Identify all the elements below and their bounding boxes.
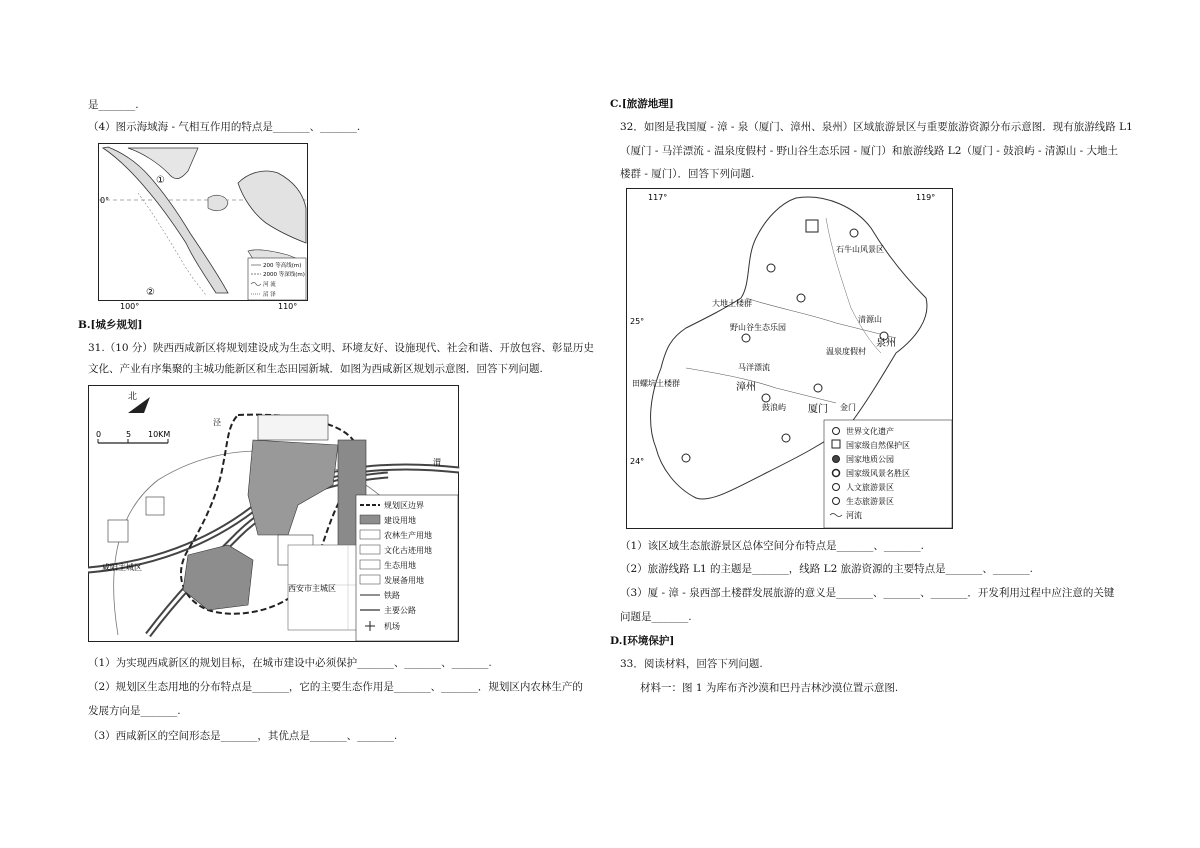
marker-2: ② <box>146 287 155 298</box>
question-31-3: （3）西咸新区的空间形态是_______，其优点是_______、_______. <box>88 730 398 742</box>
text-line: 是_______. <box>88 99 139 111</box>
map2-legend-item: 文化古迹用地 <box>384 546 432 555</box>
map2-legend-item: 农林生产用地 <box>384 531 432 540</box>
question-32-intro-cont: （厦门 - 马洋漂流 - 温泉度假村 - 野山谷生态乐园 - 厦门）和旅游线路 L2（厦门 - 鼓浪屿 - 清源山 - 大地土 <box>620 145 1119 157</box>
question-32-2: （2）旅游线路 L1 的主题是_______，线路 L2 旅游资源的主要特点是_______、_______. <box>620 563 1033 575</box>
map2-legend-item: 规划区边界 <box>384 501 424 510</box>
map3-label: 田螺坑土楼群 <box>632 379 680 388</box>
map2-legend-item: 生态用地 <box>384 561 416 570</box>
sea-map-figure <box>98 143 308 310</box>
map3-label: 漳州 <box>736 382 756 393</box>
map1-legend-item: 2000 等深线(m) <box>263 272 305 278</box>
material-1: 材料一：图 1 为库布齐沙漠和巴丹吉林沙漠位置示意图. <box>640 682 899 694</box>
map2-legend-item: 建设用地 <box>384 516 416 525</box>
map3-label: 大地土楼群 <box>712 299 752 308</box>
section-d-heading: D.[环境保护] <box>610 635 675 647</box>
jing-river-label: 泾 <box>213 418 221 427</box>
map2-legend <box>356 495 458 641</box>
right-column <box>610 0 1133 848</box>
scale-10: 10KM <box>148 430 171 439</box>
question-31-2-cont: 发展方向是_______. <box>88 705 181 717</box>
left-column <box>78 0 598 848</box>
question-31-1: （1）为实现西咸新区的规划目标，在城市建设中必须保护_______、_______、_______. <box>88 657 492 669</box>
map3-legend-item: 国家级风景名胜区 <box>846 469 910 478</box>
lat-25: 25° <box>630 317 645 326</box>
map3-label: 马洋漂流 <box>738 363 770 372</box>
map3-legend-item: 国家地质公园 <box>846 455 894 464</box>
map2-legend-item: 铁路 <box>384 591 400 600</box>
map3-label: 石牛山风景区 <box>836 245 884 254</box>
map3-legend-item: 生态旅游景区 <box>846 497 894 506</box>
lon-right-label: 110° <box>278 302 298 310</box>
tourism-map <box>626 188 954 530</box>
lon-left-label: 100° <box>120 302 140 310</box>
map2-legend-item: 主要公路 <box>384 606 416 615</box>
map3-legend-item: 世界文化遗产 <box>846 427 894 436</box>
scale-5: 5 <box>126 430 132 439</box>
xixian-plan-map <box>88 385 460 643</box>
map3-label: 鼓浪屿 <box>762 403 786 412</box>
map3-legend <box>824 420 952 528</box>
question-32-3-cont: 问题是_______. <box>620 611 692 623</box>
question-31-intro-cont: 文化、产业有序集聚的主城功能新区和生态田园新城．如图为西咸新区规划示意图．回答下列问题. <box>88 363 543 375</box>
map2-legend-item: 机场 <box>384 622 400 631</box>
map1-legend <box>248 258 306 300</box>
map3-label: 野山谷生态乐园 <box>730 323 786 332</box>
question-32-1: （1）该区域生态旅游景区总体空间分布特点是_______、_______. <box>620 540 925 552</box>
map1-legend-item: 河 流 <box>263 282 276 288</box>
map1-legend-item: 沼 泽 <box>263 292 276 298</box>
question-31-intro: 31.（10 分）陕西西咸新区将规划建设成为生态文明、环境友好、设施现代、社会和谐、开放包容、彰显历史 <box>88 342 594 354</box>
marker-1: ① <box>156 175 165 186</box>
xian-label: 西安市主城区 <box>288 584 336 593</box>
question-32-intro-end: 楼群 - 厦门）．回答下列问题. <box>620 168 755 180</box>
wei-river-label: 渭 <box>433 458 441 467</box>
map3-label: 温泉度假村 <box>826 347 866 356</box>
question-31-2: （2）规划区生态用地的分布特点是_______，它的主要生态作用是_______、_______．规划区内农林生产的 <box>88 681 583 693</box>
section-c-heading: C.[旅游地理] <box>610 98 674 110</box>
north-label: 北 <box>128 392 138 402</box>
map1-legend-item: 200 等高线(m) <box>263 263 302 269</box>
xianyang-label: 咸阳主城区 <box>102 563 142 572</box>
question-4: （4）图示海域海 - 气相互作用的特点是_______、_______. <box>88 121 361 133</box>
lat-24: 24° <box>630 457 645 466</box>
map3-label: 金门 <box>840 403 856 412</box>
question-32-3: （3）厦 - 漳 - 泉西部土楼群发展旅游的意义是_______、_______、_______．开发利用过程中应注意的关键 <box>620 587 1115 599</box>
map3-legend-item: 国家级自然保护区 <box>846 441 910 450</box>
map3-legend-item: 河流 <box>846 511 862 520</box>
question-33: 33．阅读材料，回答下列问题. <box>620 658 763 670</box>
map3-legend-item: 人文旅游景区 <box>846 483 894 492</box>
map3-label: 厦门 <box>808 404 828 415</box>
map3-label: 泉州 <box>876 338 896 349</box>
lat-zero-label: 0° <box>100 196 110 205</box>
section-b-heading: B.[城乡规划] <box>78 319 143 331</box>
scale-0: 0 <box>96 430 102 439</box>
question-32-intro: 32．如图是我国厦 - 漳 - 泉（厦门、漳州、泉州）区域旅游景区与重要旅游资源分布示意图．现有旅游线路 L1 <box>620 121 1133 133</box>
lon-119: 119° <box>916 193 936 202</box>
lon-117: 117° <box>648 193 668 202</box>
map3-label: 清源山 <box>858 315 882 324</box>
map2-legend-item: 发展备用地 <box>384 576 424 585</box>
